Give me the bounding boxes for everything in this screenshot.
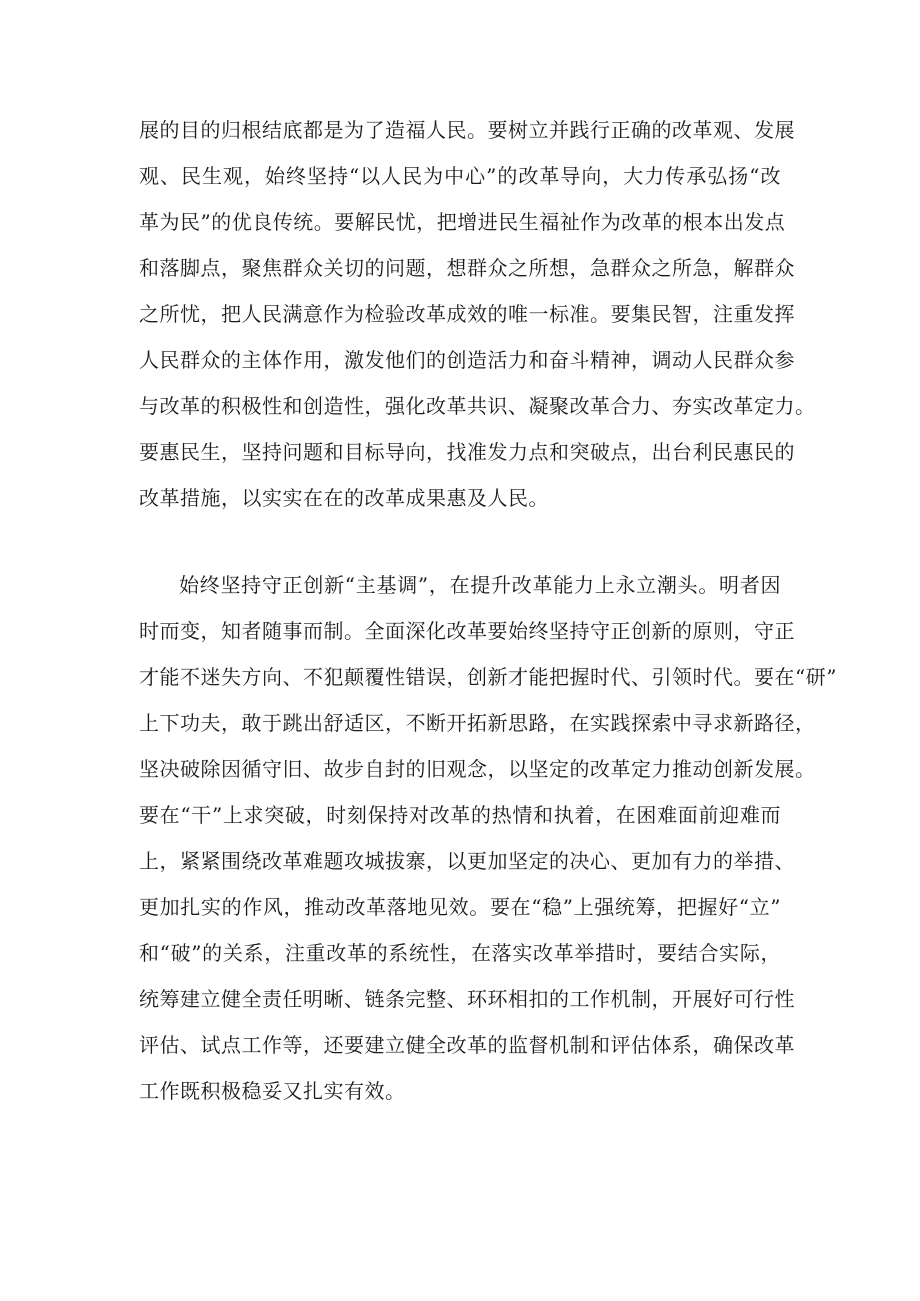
text-line: 统筹建立健全责任明晰、链条完整、环环相扣的工作机制，开展好可行性 bbox=[139, 987, 795, 1011]
text-line: 要在“干”上求突破，时刻保持对改革的热情和执着，在困难面前迎难而 bbox=[139, 803, 781, 827]
paragraph-1 bbox=[139, 107, 816, 521]
text-line: 要惠民生，坚持问题和目标导向，找准发力点和突破点，出台利民惠民的 bbox=[139, 440, 795, 464]
text-line: 与改革的积极性和创造性，强化改革共识、凝聚改革合力、夯实改革定力。 bbox=[139, 394, 816, 418]
text-line: 上下功夫，敢于跳出舒适区，不断开拓新思路，在实践探索中寻求新路径， bbox=[139, 711, 816, 735]
text-line: 更加扎实的作风，推动改革落地见效。要在“稳”上强统筹，把握好“立” bbox=[139, 895, 781, 919]
text-line: 坚决破除因循守旧、故步自封的旧观念，以坚定的改革定力推动创新发展。 bbox=[139, 757, 816, 781]
text-line: 改革措施，以实实在在的改革成果惠及人民。 bbox=[139, 486, 549, 510]
text-line: 才能不迷失方向、不犯颠覆性错误，创新才能把握时代、引领时代。要在“研” bbox=[139, 665, 837, 689]
text-line: 革为民”的优良传统。要解民忧，把增进民生福祉作为改革的根本出发点 bbox=[139, 210, 786, 234]
text-line: 展的目的归根结底都是为了造福人民。要树立并践行正确的改革观、发展 bbox=[139, 118, 795, 142]
paragraph-2 bbox=[139, 562, 837, 1114]
text-line: 和落脚点，聚焦群众关切的问题，想群众之所想，急群众之所急，解群众 bbox=[139, 256, 795, 280]
text-line: 始终坚持守正创新“主基调”，在提升改革能力上永立潮头。明者因 bbox=[179, 573, 781, 597]
text-line: 观、民生观，始终坚持“以人民为中心”的改革导向，大力传承弘扬“改 bbox=[139, 164, 781, 188]
text-line: 工作既积极稳妥又扎实有效。 bbox=[139, 1079, 406, 1103]
text-line: 评估、试点工作等，还要建立健全改革的监督机制和评估体系，确保改革 bbox=[139, 1033, 795, 1057]
text-line: 和“破”的关系，注重改革的系统性，在落实改革举措时，要结合实际， bbox=[139, 941, 781, 965]
text-line: 上，紧紧围绕改革难题攻城拔寨，以更加坚定的决心、更加有力的举措、 bbox=[139, 849, 795, 873]
text-line: 时而变，知者随事而制。全面深化改革要始终坚持守正创新的原则，守正 bbox=[139, 619, 795, 643]
text-line: 人民群众的主体作用，激发他们的创造活力和奋斗精神，调动人民群众参 bbox=[139, 348, 795, 372]
text-line: 之所忧，把人民满意作为检验改革成效的唯一标准。要集民智，注重发挥 bbox=[139, 302, 795, 326]
